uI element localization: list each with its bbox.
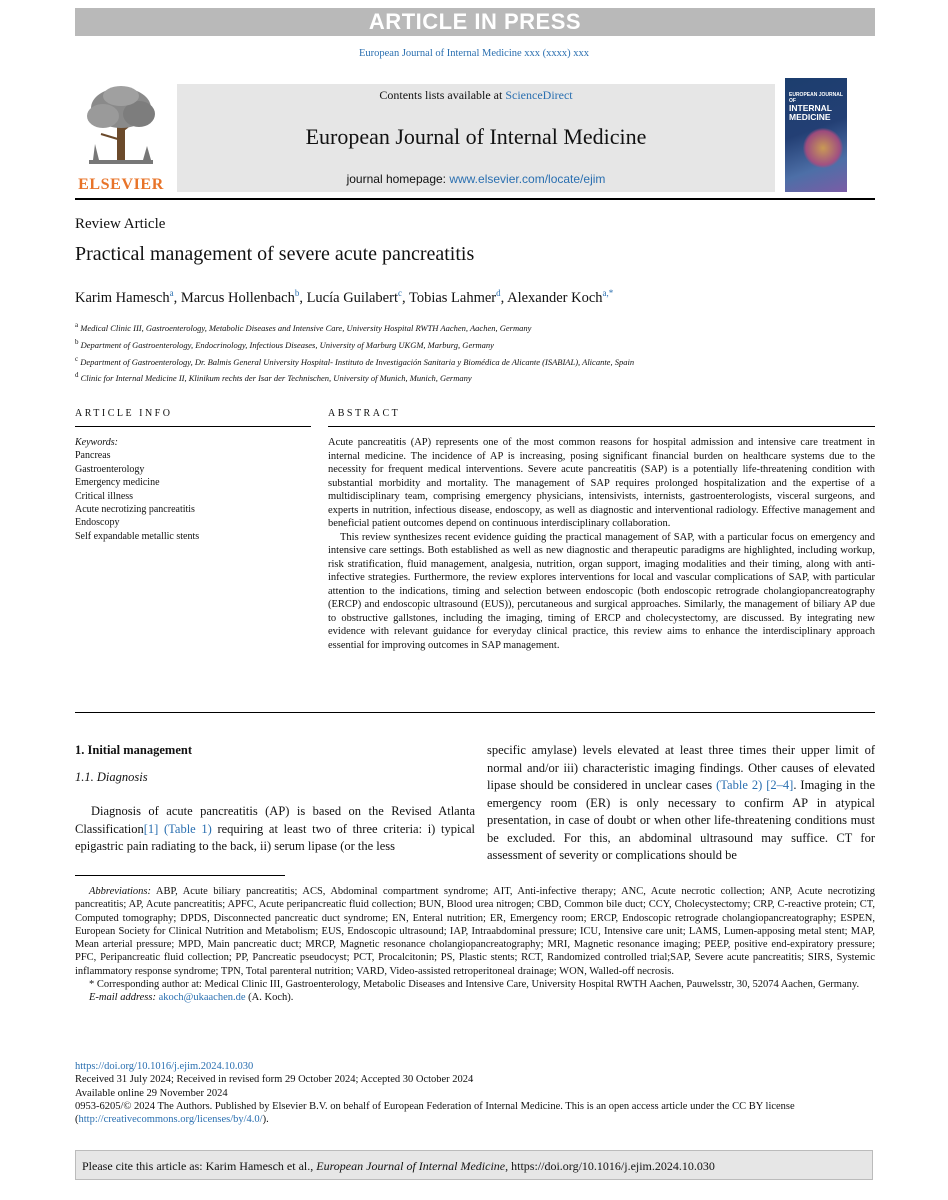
affiliation-text: Medical Clinic III, Gastroenterology, Metabolic Diseases and Intensive Care, University Hospital RWTH Aachen, Aachen, Germany (80, 322, 532, 333)
author-name[interactable]: Karim Hamesch (75, 289, 170, 306)
affiliations (75, 318, 875, 385)
header-rule (75, 198, 875, 200)
email-link[interactable]: akoch@ukaachen.de (158, 992, 246, 1004)
cover-graphic (803, 128, 843, 168)
journal-cover-thumbnail[interactable] (785, 78, 847, 192)
footnote-rule (75, 875, 285, 876)
section-heading: 1. Initial management (75, 743, 193, 757)
elsevier-logo[interactable] (75, 84, 167, 192)
table-link[interactable]: (Table 1) (163, 821, 212, 836)
abstract-rule (328, 426, 875, 427)
keyword: Endoscopy (75, 517, 120, 529)
author-separator: , (173, 289, 181, 306)
elsevier-tree-icon (81, 84, 161, 168)
affiliation-line (75, 352, 875, 369)
keyword: Acute necrotizing pancreatitis (75, 504, 195, 516)
author-affiliation-mark[interactable]: a,* (602, 288, 614, 298)
homepage-link[interactable]: www.elsevier.com/locate/ejim (449, 172, 606, 186)
email-label: E-mail address: (89, 992, 156, 1004)
author-name[interactable]: Lucía Guilabert (306, 289, 398, 306)
cite-journal: European Journal of Internal Medicine (316, 1159, 506, 1173)
author-list (75, 288, 613, 307)
elsevier-wordmark: ELSEVIER (78, 176, 164, 193)
author-name[interactable]: Marcus Hollenbach (180, 289, 295, 306)
abstract-bottom-rule (75, 712, 875, 713)
keyword: Emergency medicine (75, 477, 160, 489)
keywords-label: Keywords: (75, 437, 118, 448)
homepage-prefix: journal homepage: (346, 172, 450, 186)
journal-reference-link[interactable]: European Journal of Internal Medicine xxx (xxxx) xxx (358, 48, 590, 59)
homepage-line (177, 172, 775, 186)
abstract-paragraph: This review synthesizes recent evidence guiding the practical management of SAP, with a particular focus on emergency and intensive care settings. Both established as well as new diagnostic and therapeutic paradigms are highlighted, including workup, risk stratification, fluid management, analgesia, nutrition, organ support, imaging modalities and their timing, along with anti-infective strategies. Furthermore, the review explores interventions for local and vascular complications of SAP, with particular attention to the indications, timing and selection between endoscopic (both endoscopic retrograde cholangiopancreatography (ERCP) and endoscopic ultrasound (EUS)), percutaneous and surgical approaches. Similarly, the management of biliary AP due to obstructive gallstones, including the imaging, timing of ERCP and cholecystectomy, are discussed. By integrating new evidence with relevant guidance for everyday clinical practice, this review aims to enhance the interdisciplinary approach essential for improving outcomes in SAP management. (328, 531, 875, 651)
affiliation-text: Department of Gastroenterology, Endocrinology, Infectious Diseases, University of Marburg UKGM, Marburg, Germany (80, 339, 494, 350)
received-dates: Received 31 July 2024; Received in revised form 29 October 2024; Accepted 30 October 2024 (75, 1074, 474, 1086)
affiliation-text: Clinic for Internal Medicine II, Klinikum rechts der Isar der Technischen, University of Munich, Munich, Germany (80, 373, 472, 384)
keyword: Critical illness (75, 490, 134, 502)
author-affiliation-mark[interactable]: c (397, 288, 402, 298)
journal-title: European Journal of Internal Medicine (305, 124, 647, 149)
article-info-rule (75, 426, 311, 427)
affiliation-mark: d (75, 371, 79, 380)
abbreviations-footnote: Abbreviations: ABP, Acute biliary pancreatitis; ACS, Abdominal compartment syndrome; AIT, Anti-infective therapy; ANC, Acute necrotic collection; ANP, Acute necrotizing pancreatitis; AP, Acute pancreatitis; APFC, Acute peripancreatic fluid collection; BUN, Blood urea nitrogen; CBD, Common bile duct; CCY, Cholecystectomy; CRP, C-reactive protein; CT, Computed tomography; DPDS, Disconnected pancreatic duct syndrome; EN, Enteral nutrition; ER, Emergency room; ERCP, Endoscopic retrograde cholangiopancreatography; ESPEN, European Society for Clinical Nutrition and Metabolism; EUS, Endoscopic ultrasound; IAP, Intraabdominal pressure; ICU, Intensive care unit; LAMS, Lumen-apposing metal stent; MAP, Mean arterial pressure; MPD, Main pancreatic duct; MRCP, Magnetic resonance cholangiopancreatography; MRI, Magnetic resonance imaging; PEEP, positive end-expiratory pressure; PFC, Peripancreatic fluid collection; PP, Pancreatic pseudocyst; PCT, Procalcitonin; PS, Plastic stents; RCT, Randomized controlled trial;SAP, Severe acute pancreatitis; SIRS, Systemic inflammatory response syndrome; TPN, Total parenteral nutrition; VARD, Video-assisted retroperitoneal drainage; WON, Walled-off necrosis. (75, 886, 875, 977)
article-title: Practical management of severe acute pancreatitis (75, 243, 475, 265)
keyword: Self expandable metallic stents (75, 530, 200, 542)
article-in-press-banner: ARTICLE IN PRESS (75, 8, 875, 36)
cite-this-article-box: Please cite this article as: Karim Hamesch et al., European Journal of Internal Medicine, https://doi.org/10.1016/j.ejim.2024.10.030 (75, 1150, 873, 1180)
author-affiliation-mark[interactable]: d (496, 288, 501, 298)
author-name[interactable]: Alexander Koch (507, 289, 603, 306)
keyword: Pancreas (75, 450, 111, 462)
reference-link[interactable]: [1] (143, 821, 159, 836)
masthead-panel (177, 84, 775, 192)
affiliation-mark: b (75, 337, 79, 346)
doi-link[interactable]: https://doi.org/10.1016/j.ejim.2024.10.030 (75, 1061, 254, 1072)
article-info-heading: ARTICLE INFO (75, 408, 173, 419)
author-affiliation-mark[interactable]: b (294, 288, 300, 298)
author-affiliation-mark[interactable]: a (169, 288, 174, 298)
abstract-paragraph: Acute pancreatitis (AP) represents one of the most common reasons for hospital admission and intensive care treatment in internal medicine. The incidence of AP is increasing, posing significant financial burden on healthcare systems due to the necessity for frequent medical interventions. Severe acute pancreatitis (SAP) is a potentially life-threatening condition with substantial morbidity and mortality. The management of SAP requires prolonged hospitalization and the expertise of a multidisciplinary team, comprising emergency physicians, intensivists, internists, gastroenterologists, visceral surgeons, and experts in nutrition, infectious disease, endoscopy, as well as diagnostic and interventional radiology. Effective management and beneficial patient outcomes depend on continuous interdisciplinary collaboration. (328, 437, 875, 529)
table-link[interactable]: (Table 2) (716, 778, 763, 792)
license-link[interactable]: http://creativecommons.org/licenses/by/4.0/ (78, 1114, 263, 1126)
cover-title: EUROPEAN JOURNAL OF INTERNAL MEDICINE (789, 92, 843, 122)
subsection-heading: 1.1. Diagnosis (75, 769, 148, 784)
license-statement: 0953-6205/© 2024 The Authors. Published by Elsevier B.V. on behalf of European Federation of Internal Medicine. This is an open access article under the CC BY license (http://creativecommons.org/licenses/by/4.0/). (75, 1100, 795, 1126)
contents-prefix: Contents lists available at (379, 88, 506, 102)
affiliation-line (75, 335, 875, 352)
corresponding-author-footnote: * Corresponding author at: Medical Clinic III, Gastroenterology, Metabolic Diseases and Intensive Care, University Hospital RWTH Aachen, Pauwelsstr, 30, 52074 Aachen, Germany. (89, 979, 860, 991)
contents-line (177, 88, 775, 103)
affiliation-mark: a (75, 321, 79, 329)
right-column (487, 742, 875, 865)
publication-info (75, 1060, 875, 1126)
keyword: Gastroenterology (75, 463, 145, 475)
affiliation-mark: c (75, 354, 79, 363)
online-date: Available online 29 November 2024 (75, 1087, 228, 1099)
affiliation-text: Department of Gastroenterology, Dr. Balmis General University Hospital- Instituto de Investigación Sanitaria y Biomédica de Alicante (ISABIAL), Alicante, Spain (80, 356, 635, 367)
body-paragraph: Diagnosis of acute pancreatitis (AP) is based on the Revised Atlanta Classification[1] (Table 1) requiring at least two of three criteria: i) typical epigastric pain radiating to the back, ii) serum lipase (or the less (75, 804, 476, 853)
footnotes (75, 885, 875, 1005)
affiliation-line (75, 368, 875, 385)
abbreviations-label: Abbreviations: (89, 886, 152, 897)
cite-doi[interactable]: , https://doi.org/10.1016/j.ejim.2024.10.030 (505, 1159, 715, 1173)
abstract-heading: ABSTRACT (328, 408, 401, 419)
masthead (75, 78, 875, 196)
keywords-block (75, 436, 199, 543)
article-type: Review Article (75, 216, 166, 232)
affiliation-line (75, 318, 875, 335)
email-footnote: E-mail address: akoch@ukaachen.de (A. Koch). (89, 992, 294, 1004)
author-separator: , (401, 289, 409, 306)
abstract-text (328, 436, 875, 652)
body-paragraph: specific amylase) levels elevated at least three times their upper limit of normal and/or iii) characteristic imaging findings. Other causes of elevated lipase should be considered in unclear cases (Table 2) [2–4]. Imaging in the emergency room (ER) is only necessary to confirm AP in atypical presentation, in case of doubt or when other life-threatening conditions must be excluded. For this, an abdominal ultrasound may suffice. CT for assessment of severity or complications should be (487, 743, 876, 862)
author-separator: , (299, 289, 307, 306)
sciencedirect-link[interactable]: ScienceDirect (505, 88, 573, 102)
author-separator: , (500, 289, 508, 306)
author-name[interactable]: Tobias Lahmer (408, 289, 497, 306)
left-column (75, 742, 475, 856)
reference-link[interactable]: [2–4] (766, 778, 794, 792)
